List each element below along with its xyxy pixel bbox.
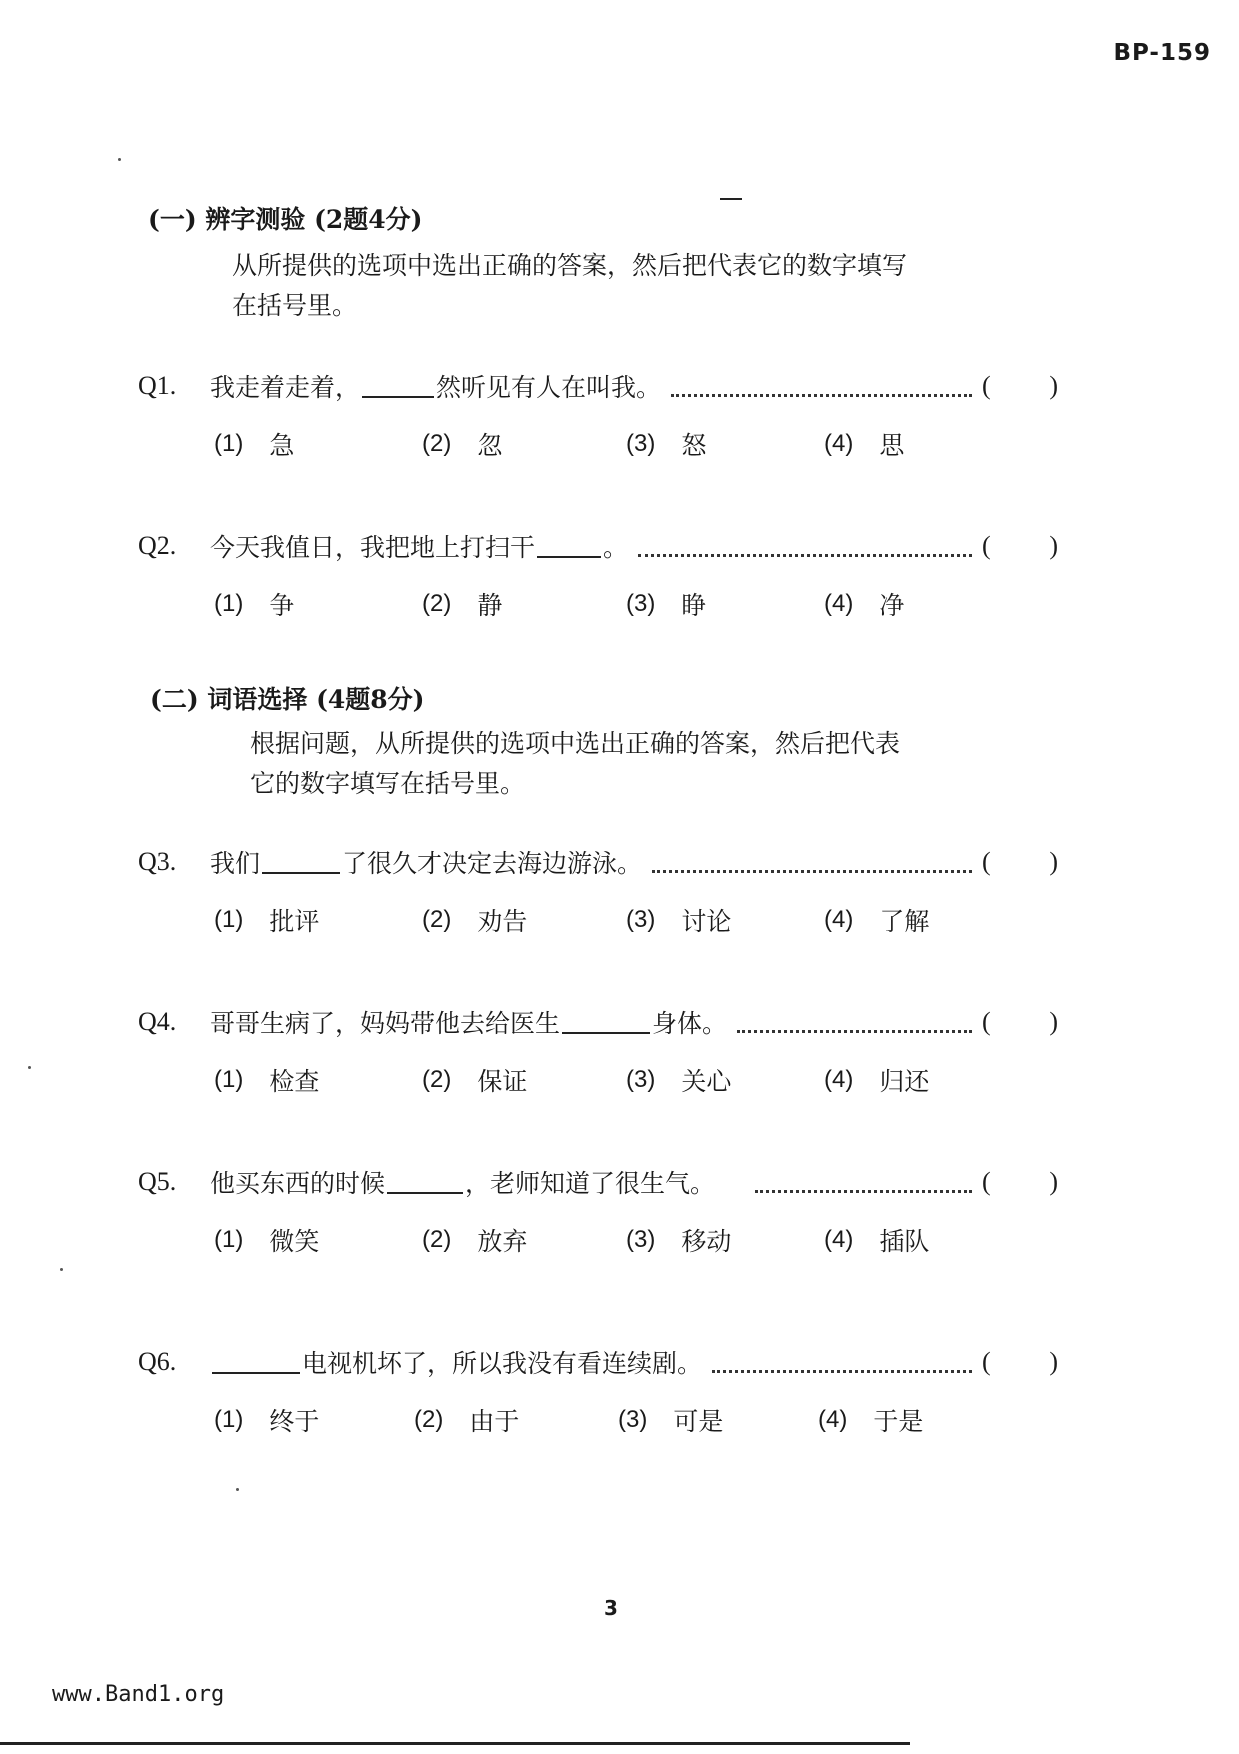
option-number: (2) <box>414 1406 444 1433</box>
option-text: 检查 <box>269 1067 320 1096</box>
scan-speck <box>28 1066 31 1069</box>
option-text: 可是 <box>673 1407 724 1436</box>
answer-bracket[interactable] <box>982 1167 1058 1197</box>
option-number: (1) <box>214 1226 244 1253</box>
option-1[interactable] <box>214 902 422 938</box>
option-text: 急 <box>269 431 295 460</box>
bracket-open: ( <box>982 1347 991 1376</box>
answer-bracket[interactable] <box>982 531 1058 561</box>
option-text: 了解 <box>879 907 930 936</box>
option-text: 讨论 <box>681 907 732 936</box>
question-number: Q4. <box>138 1007 177 1036</box>
option-2[interactable] <box>422 426 626 462</box>
question-text-after: 身体。 <box>652 1009 728 1038</box>
question-text-after: 。 <box>603 533 629 562</box>
option-1[interactable] <box>214 1062 422 1098</box>
option-number: (3) <box>626 1066 656 1093</box>
option-text: 思 <box>879 431 905 460</box>
question-text-before: 今天我值日，我把地上打扫干 <box>210 533 536 562</box>
option-text: 忽 <box>477 431 503 460</box>
option-number: (1) <box>214 430 244 457</box>
scan-speck <box>236 1488 239 1491</box>
answer-bracket[interactable] <box>982 371 1058 401</box>
bracket-open: ( <box>982 531 991 560</box>
option-2[interactable] <box>422 1222 626 1258</box>
option-number: (4) <box>818 1406 848 1433</box>
bottom-rule <box>0 1742 910 1745</box>
section-1-instruction-line-2: 在括号里。 <box>232 291 358 320</box>
option-1[interactable] <box>214 1222 422 1258</box>
question-text-before: 我们 <box>210 849 261 878</box>
dot-leader <box>652 862 972 873</box>
section-1-instruction-line-1: 从所提供的选项中选出正确的答案，然后把代表它的数字填写 <box>232 251 908 280</box>
option-number: (2) <box>422 430 452 457</box>
paper-code: BP-159 <box>1113 40 1211 66</box>
option-number: (3) <box>626 906 656 933</box>
bracket-close: ) <box>1049 371 1058 400</box>
option-number: (1) <box>214 1066 244 1093</box>
option-4[interactable] <box>824 1062 929 1098</box>
option-number: (4) <box>824 906 854 933</box>
options-row-5 <box>214 1220 929 1260</box>
question-text-after: ，老师知道了很生气。 <box>465 1169 716 1198</box>
answer-blank <box>562 1010 650 1034</box>
question-text-before: 他买东西的时候 <box>210 1169 386 1198</box>
section-2-instruction-line-2: 它的数字填写在括号里。 <box>250 769 526 798</box>
answer-blank <box>212 1350 300 1374</box>
dot-leader <box>712 1362 972 1373</box>
option-text: 劝告 <box>477 907 528 936</box>
answer-bracket[interactable] <box>982 1007 1058 1037</box>
top-dash <box>720 198 742 200</box>
answer-blank <box>262 850 340 874</box>
option-number: (2) <box>422 590 452 617</box>
options-row-6 <box>214 1400 923 1440</box>
question-text-after: 然听见有人在叫我。 <box>436 373 662 402</box>
question-text <box>210 1164 715 1200</box>
option-3[interactable] <box>626 902 824 938</box>
question-row-2 <box>138 526 1058 566</box>
question-text <box>210 368 661 404</box>
option-number: (2) <box>422 1226 452 1253</box>
dot-leader <box>638 546 972 557</box>
scan-speck <box>60 1268 63 1271</box>
bracket-close: ) <box>1049 531 1058 560</box>
question-number: Q3. <box>138 847 177 876</box>
question-text-before: 哥哥生病了，妈妈带他去给医生 <box>210 1009 561 1038</box>
website-link[interactable]: www.Band1.org <box>52 1682 225 1707</box>
option-2[interactable] <box>422 1062 626 1098</box>
bracket-open: ( <box>982 847 991 876</box>
section-2-title: (二) 词语选择 (4题8分) <box>150 685 425 714</box>
question-text-after: 了很久才决定去海边游泳。 <box>342 849 643 878</box>
section-1-title: (一) 辨字测验 (2题4分) <box>148 205 423 234</box>
dot-leader <box>755 1182 972 1193</box>
options-row-1 <box>214 424 904 464</box>
option-4[interactable] <box>824 586 904 622</box>
bracket-open: ( <box>982 1167 991 1196</box>
question-number: Q1. <box>138 371 177 400</box>
page-number: 3 <box>604 1596 618 1620</box>
question-text-after: 电视机坏了，所以我没有看连续剧。 <box>302 1349 703 1378</box>
option-text: 于是 <box>873 1407 924 1436</box>
option-text: 睁 <box>681 591 707 620</box>
option-text: 静 <box>477 591 503 620</box>
question-row-4 <box>138 1002 1058 1042</box>
option-4[interactable] <box>824 902 929 938</box>
bracket-close: ) <box>1049 847 1058 876</box>
question-text <box>210 1004 727 1040</box>
option-text: 怒 <box>681 431 707 460</box>
option-number: (1) <box>214 906 244 933</box>
option-1[interactable] <box>214 426 422 462</box>
option-text: 插队 <box>879 1227 930 1256</box>
question-number: Q2. <box>138 531 177 560</box>
question-number: Q6. <box>138 1347 177 1376</box>
option-text: 放弃 <box>477 1227 528 1256</box>
option-number: (4) <box>824 1066 854 1093</box>
option-3[interactable] <box>626 586 824 622</box>
question-row-3 <box>138 842 1058 882</box>
option-text: 关心 <box>681 1067 732 1096</box>
bracket-open: ( <box>982 371 991 400</box>
section-2-instruction-line-1: 根据问题，从所提供的选项中选出正确的答案，然后把代表 <box>250 729 901 758</box>
answer-blank <box>362 374 434 398</box>
option-text: 终于 <box>269 1407 320 1436</box>
option-number: (4) <box>824 590 854 617</box>
option-number: (3) <box>626 590 656 617</box>
option-4[interactable] <box>824 426 904 462</box>
option-number: (3) <box>626 430 656 457</box>
dot-leader <box>671 386 972 397</box>
option-1[interactable] <box>214 1402 414 1438</box>
option-3[interactable] <box>626 1222 824 1258</box>
option-text: 批评 <box>269 907 320 936</box>
option-2[interactable] <box>422 902 626 938</box>
options-row-3 <box>214 900 929 940</box>
question-number: Q5. <box>138 1167 177 1196</box>
question-row-1 <box>138 366 1058 406</box>
scan-speck <box>118 158 121 161</box>
option-number: (2) <box>422 906 452 933</box>
dot-leader <box>737 1022 972 1033</box>
answer-bracket[interactable] <box>982 1347 1058 1377</box>
option-3[interactable] <box>618 1402 818 1438</box>
option-1[interactable] <box>214 586 422 622</box>
bracket-close: ) <box>1049 1007 1058 1036</box>
question-text <box>210 528 628 564</box>
option-text: 保证 <box>477 1067 528 1096</box>
answer-blank <box>537 534 601 558</box>
option-number: (1) <box>214 590 244 617</box>
option-3[interactable] <box>626 426 824 462</box>
option-number: (3) <box>618 1406 648 1433</box>
option-number: (4) <box>824 430 854 457</box>
options-row-4 <box>214 1060 929 1100</box>
option-number: (2) <box>422 1066 452 1093</box>
answer-bracket[interactable] <box>982 847 1058 877</box>
bracket-close: ) <box>1049 1347 1058 1376</box>
question-row-5 <box>138 1162 1058 1202</box>
option-3[interactable] <box>626 1062 824 1098</box>
option-4[interactable] <box>818 1402 923 1438</box>
option-text: 归还 <box>879 1067 930 1096</box>
option-4[interactable] <box>824 1222 929 1258</box>
question-text-before: 我走着走着， <box>210 373 361 402</box>
option-text: 移动 <box>681 1227 732 1256</box>
question-text <box>210 844 642 880</box>
question-text <box>210 1344 702 1380</box>
options-row-2 <box>214 584 904 624</box>
option-number: (3) <box>626 1226 656 1253</box>
option-text: 由于 <box>469 1407 520 1436</box>
option-text: 净 <box>879 591 905 620</box>
bracket-close: ) <box>1049 1167 1058 1196</box>
option-2[interactable] <box>414 1402 618 1438</box>
option-text: 微笑 <box>269 1227 320 1256</box>
option-number: (4) <box>824 1226 854 1253</box>
option-number: (1) <box>214 1406 244 1433</box>
question-row-6 <box>138 1342 1058 1382</box>
option-2[interactable] <box>422 586 626 622</box>
answer-blank <box>387 1170 463 1194</box>
bracket-open: ( <box>982 1007 991 1036</box>
option-text: 争 <box>269 591 295 620</box>
